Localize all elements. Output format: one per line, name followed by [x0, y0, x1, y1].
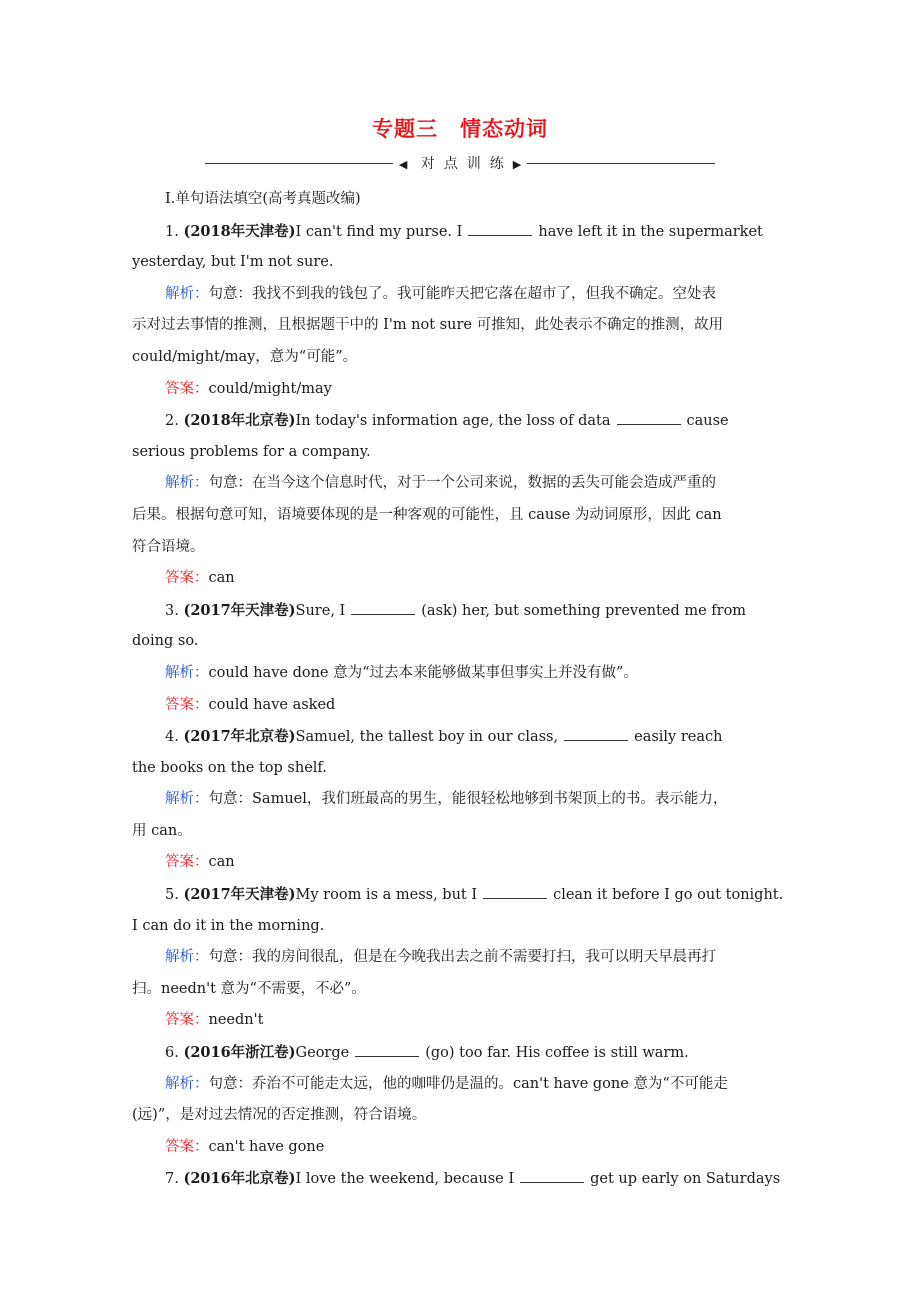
- answer-text: can: [208, 854, 235, 871]
- analysis-text: 句意：在当今这个信息时代，对于一个公司来说，数据的丢失可能会造成严重的: [208, 475, 716, 492]
- analysis-text: 句意：我的房间很乱，但是在今晚我出去之前不需要打扫，我可以明天早晨再打: [208, 949, 716, 966]
- question-number: 7.: [165, 1171, 179, 1188]
- exercise-content: [132, 184, 852, 1195]
- analysis-line: [132, 658, 852, 690]
- question-source: (2016年浙江卷): [183, 1044, 296, 1062]
- answer-line: [132, 1132, 852, 1164]
- question-text: (ask) her, but something prevented me from: [421, 602, 747, 619]
- question-source: (2017年天津卷): [183, 886, 296, 904]
- question-text: George: [295, 1045, 350, 1062]
- question-source: (2018年天津卷): [183, 222, 296, 240]
- question-line: [132, 405, 852, 437]
- analysis-line: [132, 784, 852, 816]
- answer-text: could have asked: [208, 696, 336, 713]
- question-source: (2016年北京卷): [183, 1170, 296, 1188]
- analysis-line: [132, 1069, 852, 1101]
- question-line: [132, 1037, 852, 1069]
- answer-label: 答案：: [165, 1138, 209, 1155]
- question-text: I love the weekend, because I: [295, 1171, 515, 1188]
- question-number: 5.: [165, 887, 179, 904]
- answer-blank: [617, 410, 681, 425]
- question-number: 4.: [165, 729, 179, 746]
- question-source: (2017年北京卷): [183, 728, 296, 746]
- question-line: doing so.: [132, 633, 199, 650]
- analysis-text: 句意：我找不到我的钱包了。我可能昨天把它落在超市了，但我不确定。空处表: [208, 285, 716, 302]
- question-line: [132, 595, 852, 627]
- answer-line: [132, 374, 852, 406]
- analysis-line: 示对过去事情的推测，且根据题干中的 I'm not sure 可推知，此处表示不确定的推测，故用: [132, 317, 724, 334]
- question-line: [132, 721, 852, 753]
- divider-line-left: [205, 163, 393, 164]
- analysis-line: (远)”，是对过去情况的否定推测，符合语境。: [132, 1107, 427, 1124]
- answer-label: 答案：: [165, 696, 209, 713]
- divider-line-right: [527, 163, 715, 164]
- question-text: cause: [686, 413, 729, 430]
- answer-blank: [564, 726, 628, 741]
- answer-label: 答案：: [165, 1012, 209, 1029]
- answer-line: [132, 563, 852, 595]
- question-text: Samuel, the tallest boy in our class,: [295, 729, 559, 746]
- analysis-line: 后果。根据句意可知，语境要体现的是一种客观的可能性，且 cause 为动词原形，因此 can: [132, 506, 722, 523]
- analysis-label: 解析：: [165, 285, 209, 302]
- question-text: Sure, I: [295, 602, 346, 619]
- question-line: the books on the top shelf.: [132, 759, 327, 776]
- answer-blank: [468, 221, 532, 236]
- analysis-label: 解析：: [165, 1075, 209, 1092]
- analysis-label: 解析：: [165, 664, 209, 681]
- question-source: (2017年天津卷): [183, 601, 296, 619]
- question-source: (2018年北京卷): [183, 412, 296, 430]
- analysis-line: [132, 279, 852, 311]
- analysis-line: could/might/may，意为“可能”。: [132, 348, 358, 365]
- analysis-label: 解析：: [165, 949, 209, 966]
- analysis-line: [132, 942, 852, 974]
- answer-line: [132, 690, 852, 722]
- answer-line: [132, 1005, 852, 1037]
- question-text: easily reach: [634, 729, 723, 746]
- question-line: [132, 879, 852, 911]
- answer-text: needn't: [208, 1012, 264, 1029]
- answer-label: 答案：: [165, 380, 209, 397]
- answer-label: 答案：: [165, 570, 209, 587]
- question-text: I can't find my purse. I: [295, 223, 463, 240]
- question-text: My room is a mess, but I: [295, 887, 478, 904]
- question-line: yesterday, but I'm not sure.: [132, 254, 334, 271]
- answer-blank: [351, 600, 415, 615]
- section-heading: Ⅰ.单句语法填空(高考真题改编): [165, 191, 361, 207]
- left-triangle-icon: ◀: [398, 158, 408, 171]
- divider-text: 对点训练: [420, 156, 513, 172]
- analysis-text: 句意：Samuel，我们班最高的男生，能很轻松地够到书架顶上的书。表示能力，: [208, 791, 728, 808]
- question-text: clean it before I go out tonight.: [553, 887, 784, 904]
- analysis-line: 符合语境。: [132, 538, 205, 555]
- question-number: 6.: [165, 1045, 179, 1062]
- analysis-line: 扫。needn't 意为“不需要，不必”。: [132, 980, 366, 997]
- answer-text: can: [208, 570, 235, 587]
- answer-blank: [520, 1168, 584, 1183]
- analysis-text: 句意：乔治不可能走太远，他的咖啡仍是温的。can't have gone 意为“不可能走: [208, 1075, 728, 1092]
- question-text: (go) too far. His coffee is still warm.: [425, 1045, 689, 1062]
- analysis-line: 用 can。: [132, 822, 192, 839]
- question-number: 2.: [165, 413, 179, 430]
- analysis-line: [132, 468, 852, 500]
- question-text: get up early on Saturdays: [590, 1171, 781, 1188]
- divider-label: [393, 153, 527, 173]
- question-number: 3.: [165, 602, 179, 619]
- answer-line: [132, 847, 852, 879]
- question-text: have left it in the supermarket: [538, 223, 763, 240]
- answer-label: 答案：: [165, 854, 209, 871]
- analysis-label: 解析：: [165, 791, 209, 808]
- analysis-text: could have done 意为“过去本来能够做某事但事实上并没有做”。: [208, 664, 638, 681]
- question-text: In today's information age, the loss of data: [295, 413, 611, 430]
- answer-text: could/might/may: [208, 380, 332, 397]
- answer-text: can't have gone: [208, 1138, 325, 1155]
- question-line: serious problems for a company.: [132, 443, 371, 460]
- question-line: [132, 1163, 852, 1195]
- question-number: 1.: [165, 223, 179, 240]
- analysis-label: 解析：: [165, 475, 209, 492]
- answer-blank: [355, 1042, 419, 1057]
- right-triangle-icon: ▶: [512, 158, 522, 171]
- question-line: I can do it in the morning.: [132, 917, 325, 934]
- section-divider: [205, 153, 715, 173]
- page-title: 专题三 情态动词: [372, 116, 548, 141]
- question-line: [132, 216, 852, 248]
- answer-blank: [483, 884, 547, 899]
